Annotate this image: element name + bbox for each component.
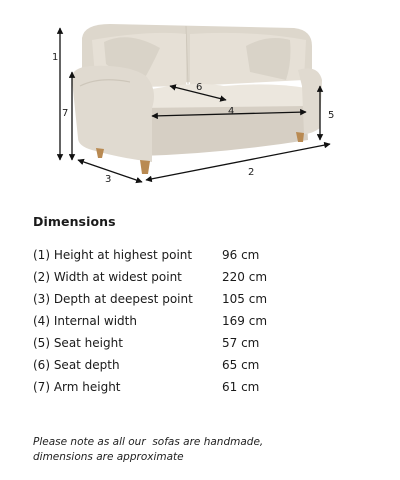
spec-row-depth bbox=[33, 288, 333, 310]
spec-label: (6) Seat depth bbox=[33, 358, 120, 372]
note-line-1: Please note as all our sofas are handmade, bbox=[33, 436, 264, 448]
note-line-2: dimensions are approximate bbox=[33, 451, 184, 463]
dimensions-heading: Dimensions bbox=[33, 214, 116, 229]
spec-label: (2) Width at widest point bbox=[33, 270, 182, 284]
callout-1: 1 bbox=[52, 52, 59, 63]
spec-row-height bbox=[33, 244, 333, 266]
spec-value: 57 cm bbox=[222, 336, 260, 350]
sofa-illustration bbox=[72, 24, 322, 174]
spec-row-seat-height bbox=[33, 332, 333, 354]
spec-value: 61 cm bbox=[222, 380, 260, 394]
spec-value: 105 cm bbox=[222, 292, 268, 306]
sofa-dimension-diagram bbox=[0, 0, 400, 200]
spec-value: 169 cm bbox=[222, 314, 268, 328]
spec-label: (5) Seat height bbox=[33, 336, 123, 350]
dimensions-list bbox=[33, 244, 333, 398]
spec-label: (1) Height at highest point bbox=[33, 248, 193, 262]
callout-6: 6 bbox=[196, 82, 203, 93]
spec-row-internal-width bbox=[33, 310, 333, 332]
callout-7: 7 bbox=[62, 108, 69, 119]
callout-3: 3 bbox=[105, 174, 112, 185]
spec-row-width bbox=[33, 266, 333, 288]
callout-2: 2 bbox=[248, 167, 255, 178]
spec-row-seat-depth bbox=[33, 354, 333, 376]
spec-value: 220 cm bbox=[222, 270, 268, 284]
spec-value: 65 cm bbox=[222, 358, 260, 372]
callout-5: 5 bbox=[328, 110, 335, 121]
spec-row-arm-height bbox=[33, 376, 333, 398]
spec-label: (7) Arm height bbox=[33, 380, 121, 394]
spec-label: (4) Internal width bbox=[33, 314, 137, 328]
callout-4: 4 bbox=[228, 106, 235, 117]
spec-label: (3) Depth at deepest point bbox=[33, 292, 193, 306]
handmade-note bbox=[33, 435, 363, 465]
spec-value: 96 cm bbox=[222, 248, 260, 262]
